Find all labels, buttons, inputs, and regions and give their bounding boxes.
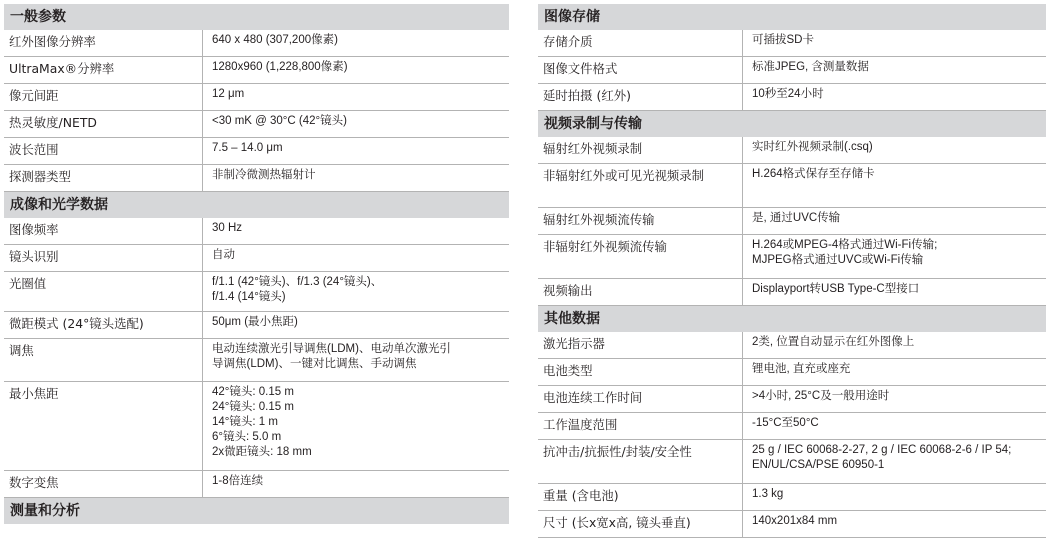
section-heading: 测量和分析 — [4, 498, 509, 524]
spec-value — [743, 386, 1046, 412]
spec-row — [538, 57, 1046, 84]
spec-label: 非辐射红外或可见光视频录制 — [538, 164, 743, 207]
spec-value — [743, 413, 1046, 439]
spec-value-line: 140x201x84 mm — [752, 515, 838, 527]
spec-row — [538, 359, 1046, 386]
spec-row — [4, 272, 509, 312]
spec-row — [4, 245, 509, 272]
spec-row — [4, 111, 509, 138]
spec-value — [743, 208, 1046, 234]
spec-row — [4, 57, 509, 84]
spec-value-line: 50μm (最小焦距) — [212, 316, 298, 328]
spec-label: 图像频率 — [4, 218, 203, 244]
section-heading: 成像和光学数据 — [4, 192, 509, 218]
spec-value-line: f/1.1 (42°镜头)、f/1.3 (24°镜头)、 — [212, 276, 383, 288]
spec-label: 探测器类型 — [4, 165, 203, 191]
spec-value — [203, 272, 509, 311]
spec-value-line: H.264或MPEG-4格式通过Wi-Fi传输; — [752, 239, 938, 251]
spec-label: 尺寸 (长x宽x高, 镜头垂直) — [538, 511, 743, 537]
spec-value — [743, 332, 1046, 358]
spec-value-line: Displayport转USB Type-C型接口 — [752, 283, 920, 295]
spec-value — [203, 84, 509, 110]
section-heading: 一般参数 — [4, 4, 509, 30]
spec-label: 最小焦距 — [4, 382, 203, 470]
spec-row — [4, 382, 509, 471]
spec-value — [203, 245, 509, 271]
spec-value — [203, 218, 509, 244]
spec-label: 工作温度范围 — [538, 413, 743, 439]
spec-row — [4, 138, 509, 165]
spec-label: 非辐射红外视频流传输 — [538, 235, 743, 278]
spec-row — [538, 332, 1046, 359]
spec-label: 像元间距 — [4, 84, 203, 110]
spec-row — [538, 511, 1046, 538]
spec-value-line: -15°C至50°C — [752, 417, 819, 429]
spec-value — [203, 138, 509, 164]
spec-value — [203, 312, 509, 338]
spec-value-line: 实时红外视频录制(.csq) — [752, 141, 873, 153]
spec-label: 电池类型 — [538, 359, 743, 385]
spec-value-line: 1-8倍连续 — [212, 475, 264, 487]
spec-value-line: 锂电池, 直充或座充 — [752, 363, 851, 375]
spec-value-line: 1280x960 (1,228,800像素) — [212, 61, 348, 73]
spec-label: 存储介质 — [538, 30, 743, 56]
spec-value — [203, 30, 509, 56]
spec-value — [203, 111, 509, 137]
spec-label: 辐射红外视频流传输 — [538, 208, 743, 234]
spec-label: 红外图像分辨率 — [4, 30, 203, 56]
spec-value-line: 12 μm — [212, 88, 245, 100]
spec-label: 激光指示器 — [538, 332, 743, 358]
spec-label: 数字变焦 — [4, 471, 203, 497]
spec-row — [4, 339, 509, 382]
spec-label: 镜头识别 — [4, 245, 203, 271]
spec-label: 视频输出 — [538, 279, 743, 305]
spec-label: 电池连续工作时间 — [538, 386, 743, 412]
spec-value-line: H.264格式保存至存储卡 — [752, 168, 875, 180]
spec-value-line: 非制冷微测热辐射计 — [212, 169, 316, 181]
spec-value — [203, 57, 509, 83]
spec-label: 波长范围 — [4, 138, 203, 164]
spec-value-line: 2类, 位置自动显示在红外图像上 — [752, 336, 915, 348]
spec-row — [4, 312, 509, 339]
spec-row — [4, 165, 509, 192]
spec-value-line: 1.3 kg — [752, 488, 784, 500]
spec-value-line: 是, 通过UVC传输 — [752, 212, 841, 224]
spec-label: UltraMax®分辨率 — [4, 57, 203, 83]
spec-row — [538, 413, 1046, 440]
spec-value — [743, 164, 1046, 207]
spec-value — [743, 235, 1046, 278]
spec-value — [743, 84, 1046, 110]
spec-label: 微距模式 (24°镜头选配) — [4, 312, 203, 338]
spec-value-line: EN/UL/CSA/PSE 60950-1 — [752, 459, 885, 471]
spec-value — [743, 484, 1046, 510]
spec-row — [538, 208, 1046, 235]
spec-label: 辐射红外视频录制 — [538, 137, 743, 163]
spec-value-line: 7.5 – 14.0 μm — [212, 142, 283, 154]
spec-value-line: 标准JPEG, 含测量数据 — [752, 61, 869, 73]
spec-value — [203, 339, 509, 381]
spec-value — [743, 279, 1046, 305]
spec-column-left — [4, 4, 509, 524]
spec-value-line: >4小时, 25°C及一般用途时 — [752, 390, 890, 402]
spec-value-line: 25 g / IEC 60068-2-27, 2 g / IEC 60068-2-6 / IP 54; — [752, 444, 1012, 456]
spec-label: 重量 (含电池) — [538, 484, 743, 510]
spec-value-line: 2x微距镜头: 18 mm — [212, 446, 312, 458]
spec-row — [538, 164, 1046, 208]
spec-value-line: f/1.4 (14°镜头) — [212, 291, 286, 303]
spec-row — [538, 30, 1046, 57]
spec-value — [743, 30, 1046, 56]
spec-row — [538, 84, 1046, 111]
spec-value-line: 电动连续激光引导调焦(LDM)、电动单次激光引 — [212, 343, 451, 355]
spec-row — [4, 30, 509, 57]
spec-label: 光圈值 — [4, 272, 203, 311]
spec-row — [538, 484, 1046, 511]
spec-value-line: 导调焦(LDM)、一键对比调焦、手动调焦 — [212, 358, 417, 370]
spec-row — [538, 137, 1046, 164]
spec-value — [203, 165, 509, 191]
spec-value — [203, 471, 509, 497]
spec-row — [538, 386, 1046, 413]
spec-value — [743, 57, 1046, 83]
spec-value-line: 自动 — [212, 249, 235, 261]
spec-row — [4, 84, 509, 111]
spec-value-line: 6°镜头: 5.0 m — [212, 431, 282, 443]
spec-value-line: 640 x 480 (307,200像素) — [212, 34, 338, 46]
spec-value — [743, 511, 1046, 537]
spec-value — [743, 137, 1046, 163]
spec-value — [743, 440, 1046, 483]
spec-label: 热灵敏度/NETD — [4, 111, 203, 137]
section-heading: 图像存储 — [538, 4, 1046, 30]
spec-row — [4, 471, 509, 498]
spec-label: 调焦 — [4, 339, 203, 381]
spec-value-line: 30 Hz — [212, 222, 243, 234]
spec-value-line: 14°镜头: 1 m — [212, 416, 278, 428]
spec-label: 图像文件格式 — [538, 57, 743, 83]
spec-value-line: 可插拔SD卡 — [752, 34, 814, 46]
section-heading: 其他数据 — [538, 306, 1046, 332]
spec-value-line: 10秒至24小时 — [752, 88, 824, 100]
spec-label: 抗冲击/抗振性/封装/安全性 — [538, 440, 743, 483]
spec-value — [203, 382, 509, 470]
spec-value-line: 42°镜头: 0.15 m — [212, 386, 294, 398]
spec-row — [538, 440, 1046, 484]
spec-row — [4, 218, 509, 245]
section-heading: 视频录制与传输 — [538, 111, 1046, 137]
spec-row — [538, 235, 1046, 279]
spec-row — [538, 279, 1046, 306]
spec-value — [743, 359, 1046, 385]
spec-column-right — [538, 4, 1046, 538]
spec-label: 延时拍摄 (红外) — [538, 84, 743, 110]
spec-value-line: 24°镜头: 0.15 m — [212, 401, 294, 413]
spec-value-line: <30 mK @ 30°C (42°镜头) — [212, 115, 347, 127]
spec-value-line: MJPEG格式通过UVC或Wi-Fi传输 — [752, 254, 924, 266]
